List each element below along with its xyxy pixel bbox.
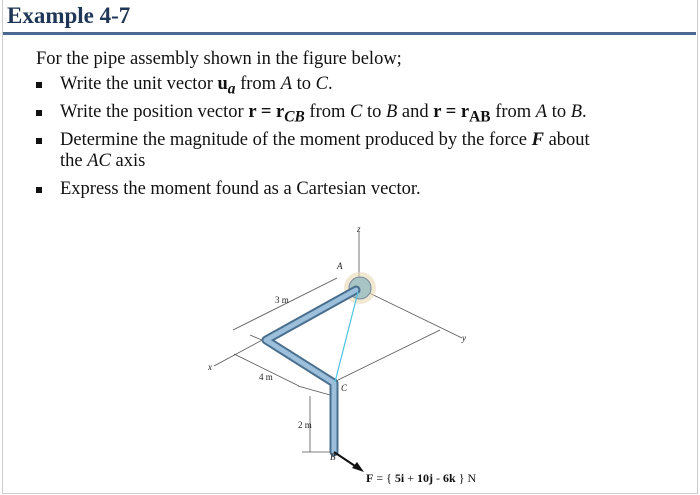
intro-text: For the pipe assembly shown in the figure below; — [36, 49, 402, 69]
bullet-2: Write the position vector $r = r_{CB}$ from C to B and $r = r_{AB}$ from A to B. — [60, 102, 587, 126]
construction-line — [334, 330, 440, 382]
bullet-3-line-2: the AC axis — [60, 151, 146, 171]
point-B-label: B — [330, 452, 336, 462]
bullet-3-line-1: Determine the magnitude of the moment produced by the force F about — [60, 130, 590, 150]
y-label: y — [462, 333, 466, 343]
construction-line — [298, 386, 330, 395]
force-label: F = { 5i + 10j - 6k } N — [366, 471, 477, 485]
dim-label-4m: 4 m — [259, 372, 273, 382]
arrowhead-icon — [352, 462, 364, 472]
point-C-label: C — [341, 383, 348, 393]
x-label: x — [208, 362, 212, 372]
z-label: z — [357, 224, 361, 234]
dim-label-3m: 3 m — [275, 295, 289, 305]
y-axis — [359, 288, 462, 338]
dim-label-2m: 2 m — [298, 420, 312, 430]
point-A-label: A — [337, 261, 343, 271]
cable-AC — [335, 292, 358, 382]
bullet-4: Express the moment found as a Cartesian vector. — [60, 179, 421, 199]
slide-title: Example 4-7 — [7, 3, 131, 28]
bullet-1: Write the unit vector $u_a$ from A to C. — [60, 74, 333, 98]
